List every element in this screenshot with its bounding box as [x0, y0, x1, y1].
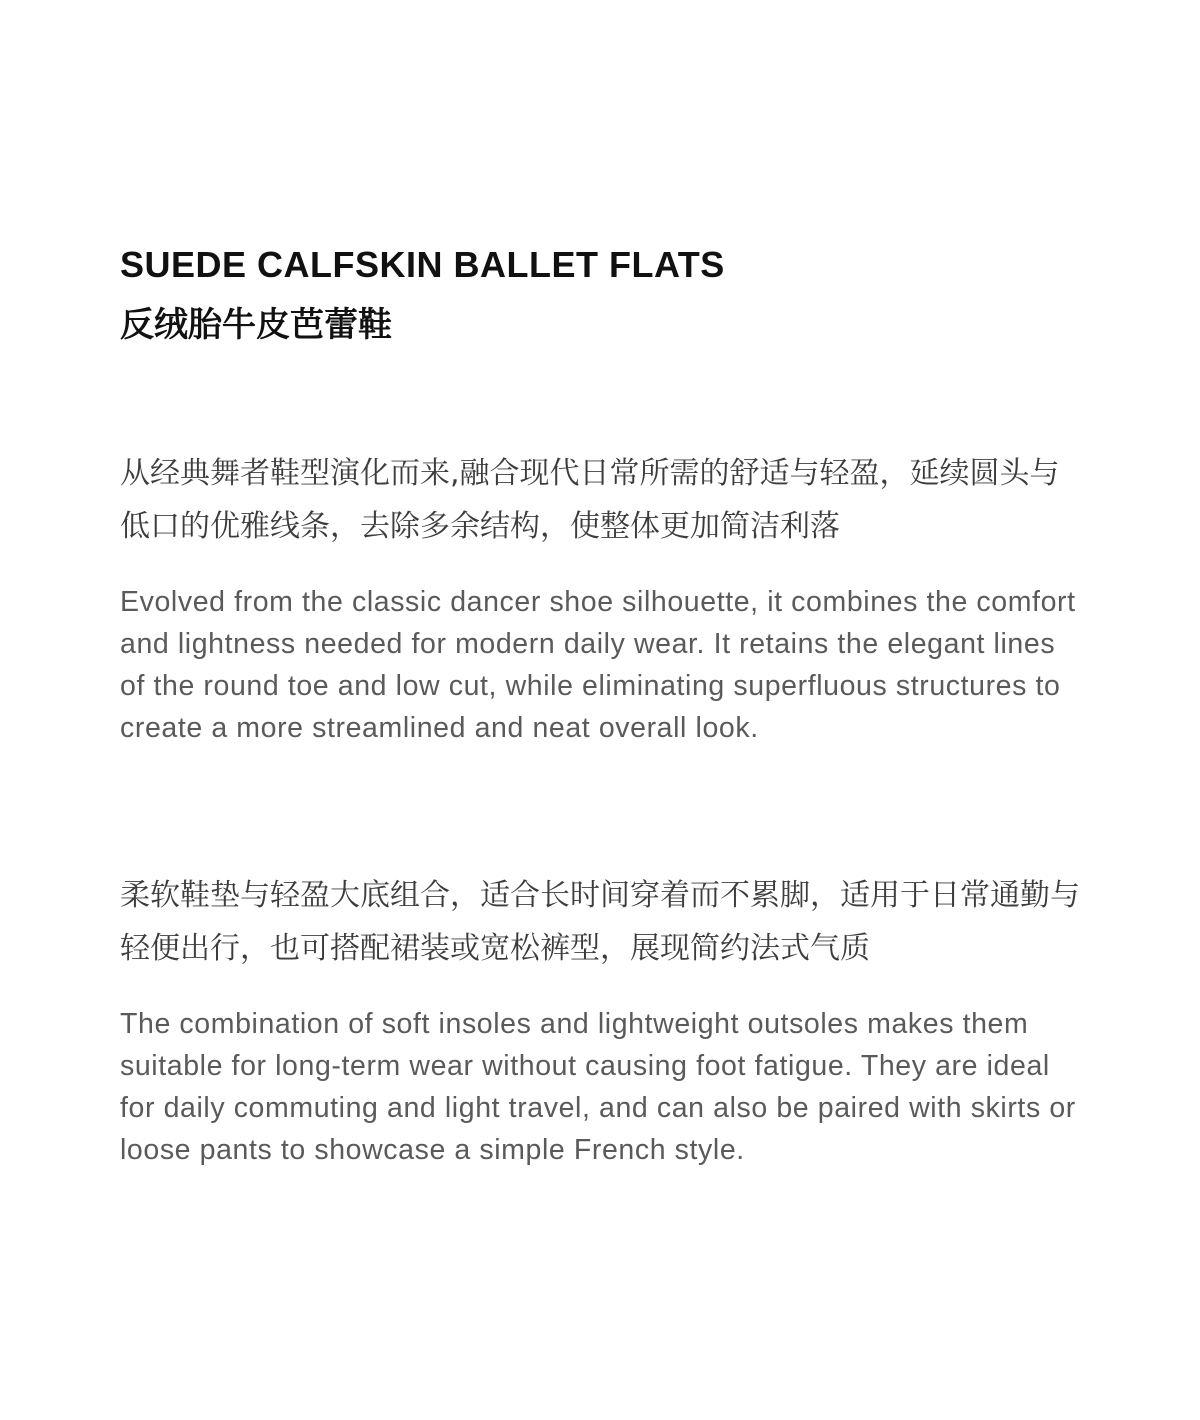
product-title-en: SUEDE CALFSKIN BALLET FLATS: [120, 244, 725, 285]
product-title-cn: 反绒胎牛皮芭蕾鞋: [120, 305, 392, 345]
description-paragraph-cn: 从经典舞者鞋型演化而来,融合现代日常所需的舒适与轻盈，延续圆头与低口的优雅线条，去除多余结构，使整体更加简洁利落: [120, 456, 1060, 544]
comfort-paragraph-en: The combination of soft insoles and lightweight outsoles makes them suitable for long-term wear without causing foot fatigue. They are ideal for daily commuting and light travel, and can also be paired with skirts or loose pants to showcase a simple French style.: [120, 1008, 1076, 1166]
comfort-paragraph-cn: 柔软鞋垫与轻盈大底组合，适合长时间穿着而不累脚，适用于日常通勤与轻便出行，也可搭配裙装或宽松裤型，展现简约法式气质: [120, 878, 1080, 966]
description-paragraph-en: Evolved from the classic dancer shoe silhouette, it combines the comfort and lightness needed for modern daily wear. It retains the elegant lines of the round toe and low cut, while eliminating superfluous structures to create a more streamlined and neat overall look.: [120, 586, 1076, 744]
